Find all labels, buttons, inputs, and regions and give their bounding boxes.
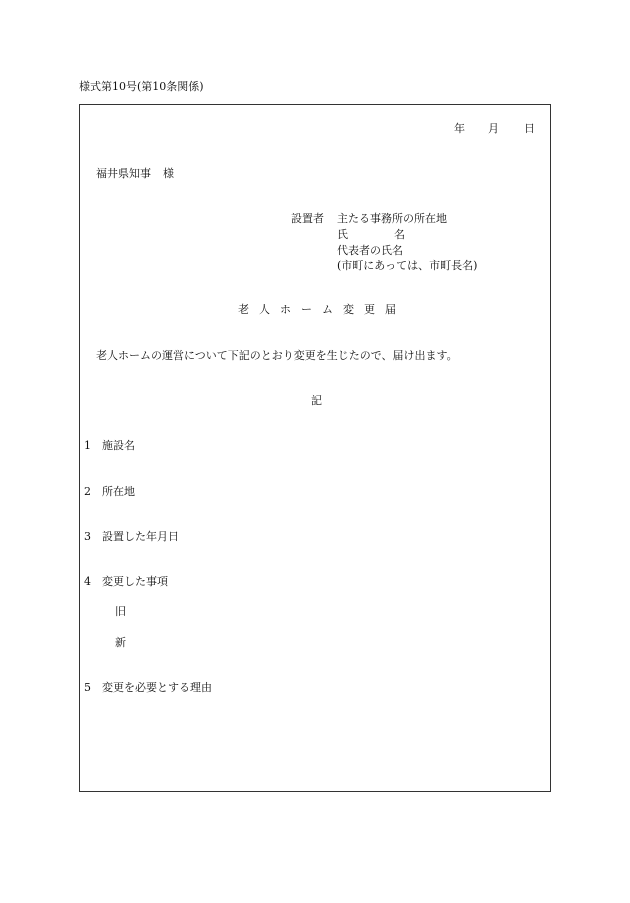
item-label: 設置した年月日	[102, 530, 179, 543]
item-label: 施設名	[102, 439, 135, 452]
addressee	[96, 168, 174, 179]
applicant-address-label: 主たる事務所の所在地	[337, 212, 447, 225]
change-old-label: 旧	[115, 605, 126, 618]
change-new-label: 新	[115, 636, 126, 649]
name-label-part-1: 氏	[337, 228, 348, 241]
applicant-name-label	[337, 229, 405, 240]
name-label-part-2: 名	[394, 228, 405, 241]
addressee-name: 福井県知事	[96, 167, 151, 180]
applicant-label: 設置者	[291, 212, 324, 225]
item-number: 1	[84, 439, 91, 452]
document-title: 老人ホーム変更届	[238, 303, 406, 316]
representative-label: 代表者の氏名	[337, 244, 403, 257]
body-text: 老人ホームの運営について下記のとおり変更を生じたので、届け出ます。	[96, 349, 458, 362]
date-month-label: 月	[488, 122, 499, 135]
date-year-label: 年	[454, 122, 465, 135]
ki-label: 記	[311, 394, 322, 407]
item-label: 変更を必要とする理由	[102, 681, 212, 694]
item-number: 5	[84, 681, 91, 694]
municipality-note: (市町にあっては、市町長名)	[337, 259, 478, 272]
item-number: 2	[84, 485, 91, 498]
item-change-reason	[84, 682, 212, 693]
date-day-label: 日	[524, 122, 535, 135]
item-label: 所在地	[102, 485, 135, 498]
item-number: 4	[84, 575, 91, 588]
item-facility-name	[84, 440, 135, 451]
item-number: 3	[84, 530, 91, 543]
item-establishment-date	[84, 531, 179, 542]
item-label: 変更した事項	[102, 575, 168, 588]
item-location	[84, 486, 135, 497]
item-changed-matters	[84, 576, 168, 587]
form-number-label: 様式第10号(第10条関係)	[79, 80, 204, 93]
addressee-honorific: 様	[163, 167, 174, 180]
